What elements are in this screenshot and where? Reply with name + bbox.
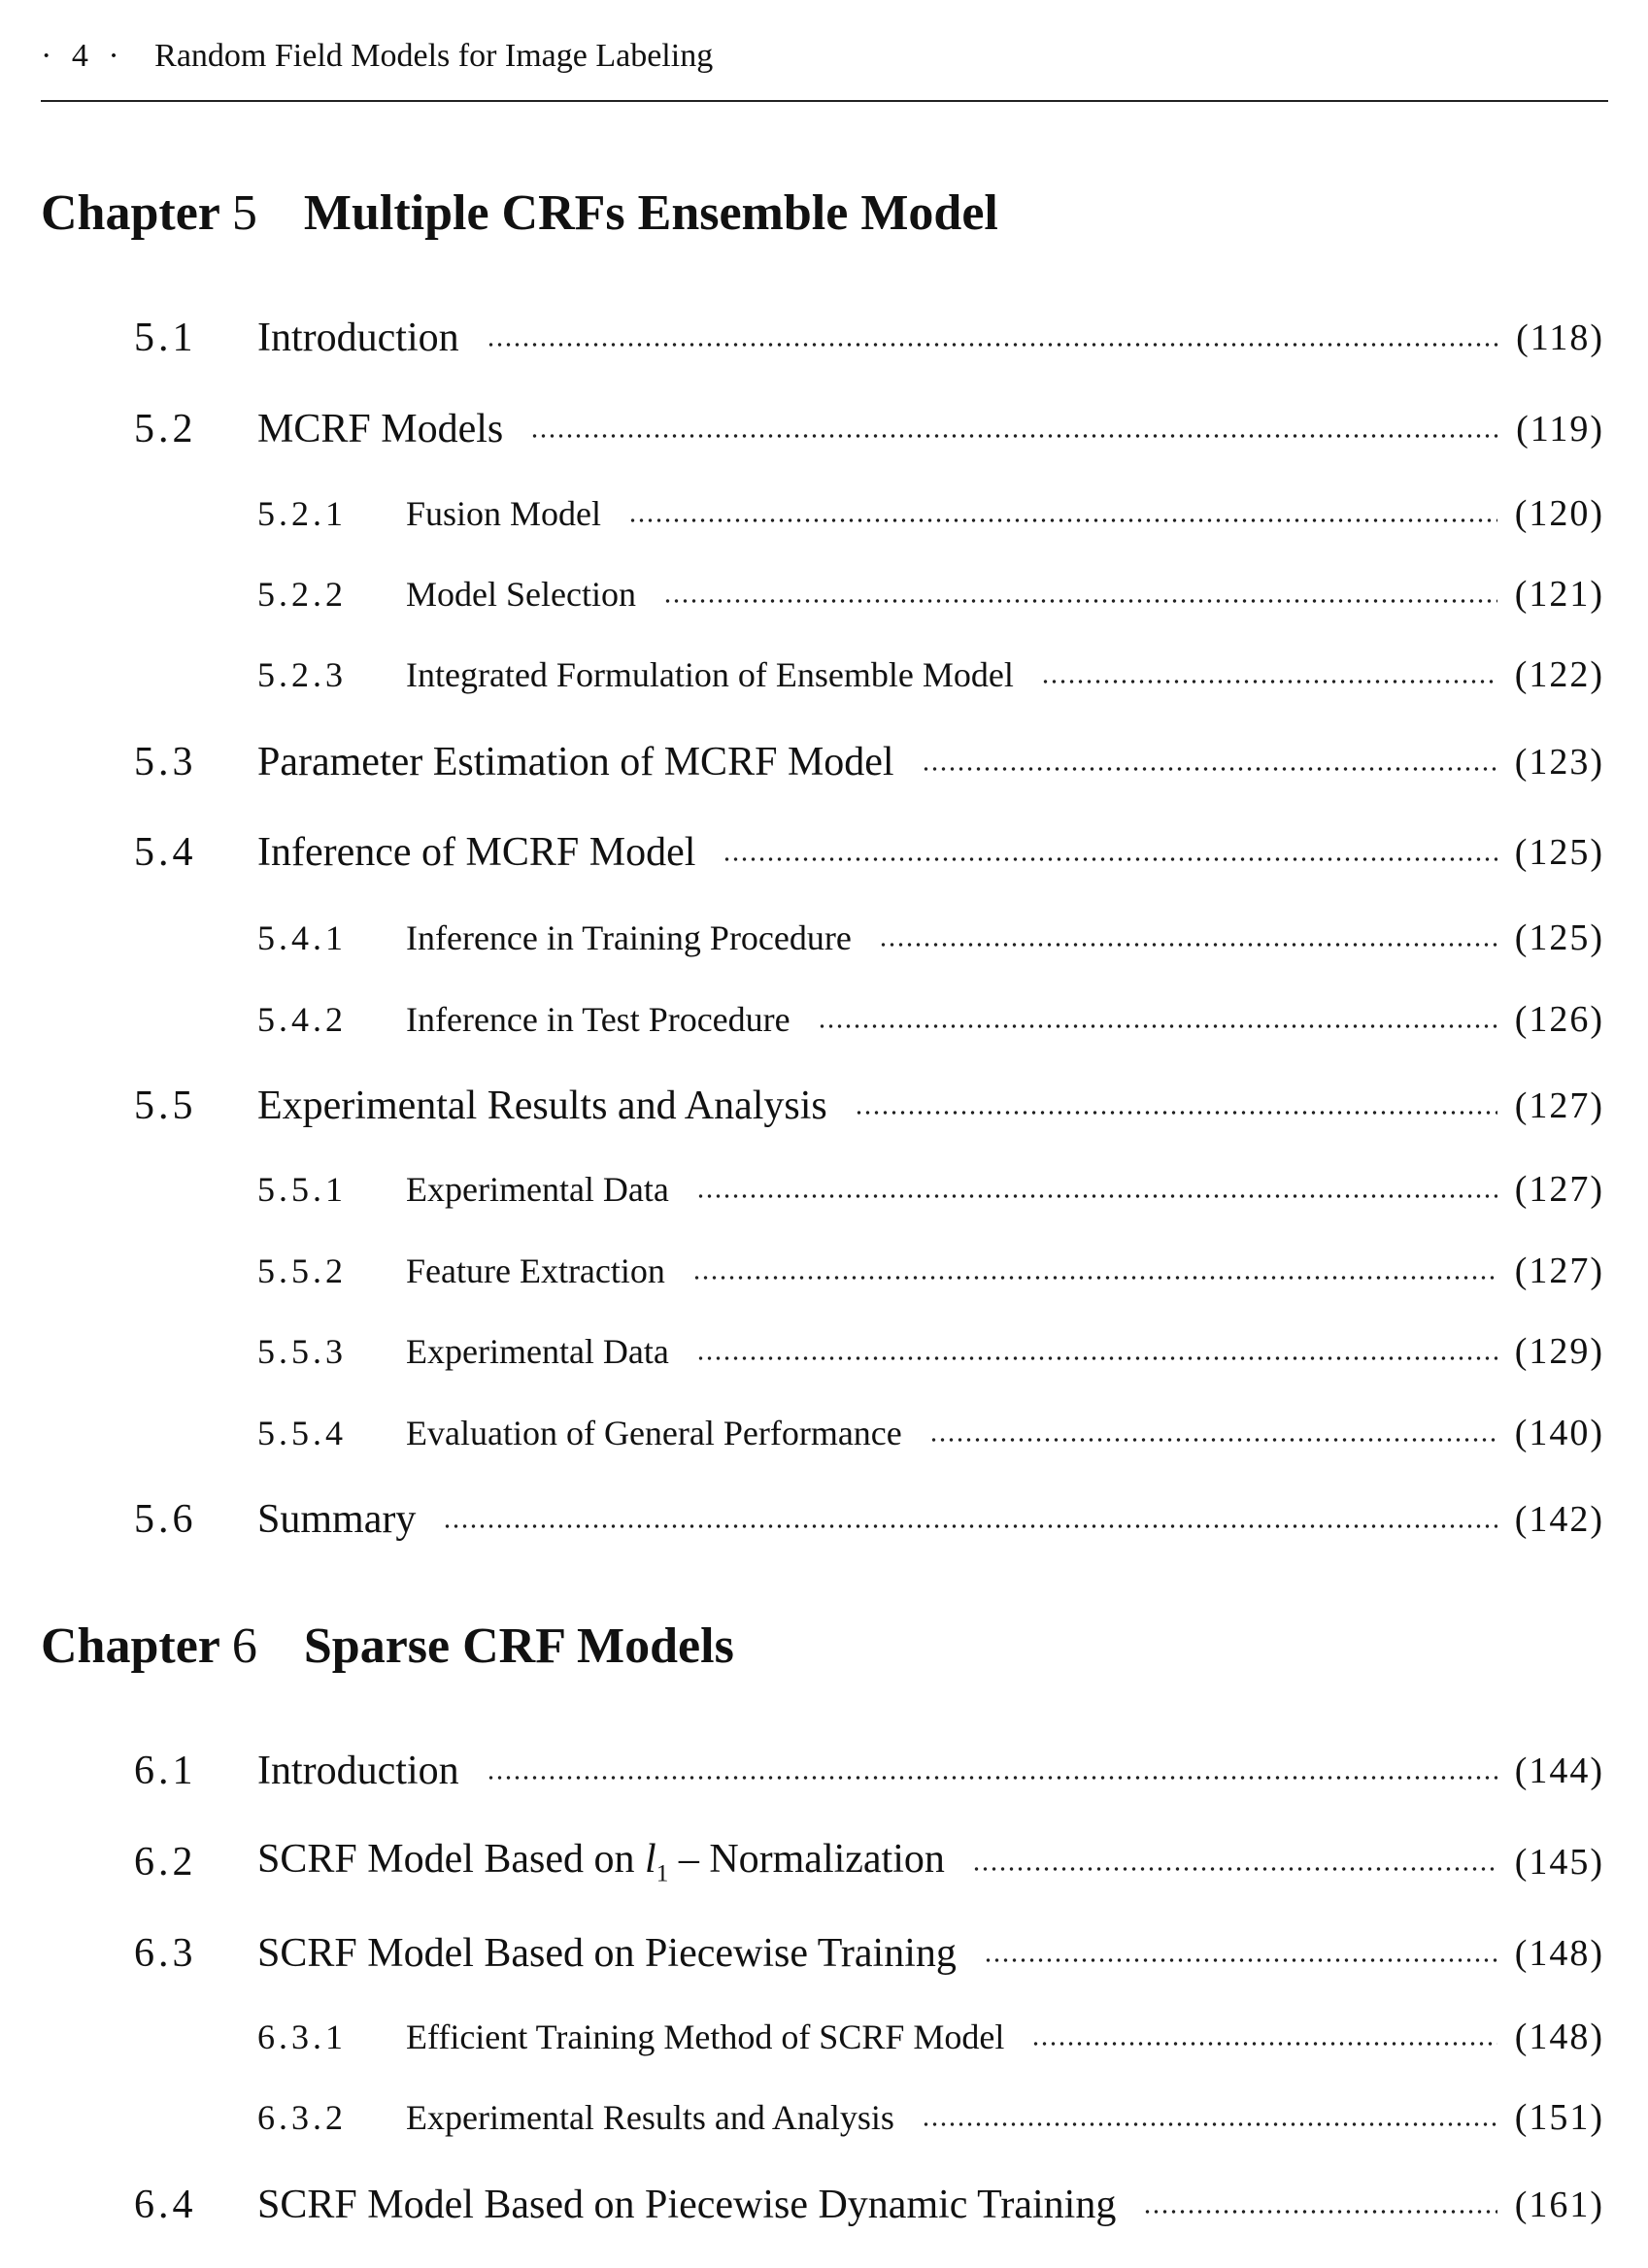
toc-entry[interactable]	[0, 650, 1604, 699]
toc-entry-title: Introduction	[257, 1749, 459, 1793]
toc-entry-page: (122)	[1514, 654, 1604, 695]
dot-leader	[663, 598, 1497, 604]
math-subscript: 1	[656, 1860, 669, 1887]
toc-entry[interactable]	[0, 1082, 1604, 1130]
dot-leader	[879, 942, 1497, 948]
toc-entry[interactable]	[0, 1747, 1604, 1795]
page-number: · 4 ·	[41, 38, 125, 74]
running-header	[41, 37, 713, 76]
toc-entry-page: (119)	[1516, 409, 1604, 450]
toc-entry-number: 5.4.2	[257, 1000, 347, 1039]
dot-leader	[818, 1023, 1497, 1029]
toc-entry[interactable]	[0, 1327, 1604, 1376]
dot-leader	[628, 517, 1497, 523]
dot-leader	[692, 1275, 1497, 1281]
toc-entry[interactable]	[0, 489, 1604, 538]
toc-entry-number: 5.4	[134, 830, 197, 875]
toc-entry-page: (148)	[1514, 1933, 1604, 1974]
toc-entry-number: 5.5.2	[257, 1251, 347, 1290]
toc-entry[interactable]	[0, 1247, 1604, 1295]
toc-entry-number: 5.4.1	[257, 918, 347, 957]
toc-entry[interactable]	[0, 2181, 1604, 2229]
title-part: SCRF Model Based on	[257, 1837, 635, 1883]
dot-leader	[855, 1110, 1497, 1116]
chapter-title: Sparse CRF Models	[303, 1618, 734, 1674]
toc-entry-number: 5.2.3	[257, 655, 347, 694]
toc-entry[interactable]	[0, 828, 1604, 877]
toc-entry-page: (145)	[1514, 1842, 1604, 1883]
toc-entry-title: Experimental Results and Analysis	[257, 1084, 827, 1128]
dot-leader	[1041, 679, 1497, 684]
toc-entry[interactable]	[0, 314, 1604, 362]
chapter-title: Multiple CRFs Ensemble Model	[303, 185, 998, 241]
toc-entry-page: (127)	[1514, 1169, 1604, 1210]
running-title: Random Field Models for Image Labeling	[154, 38, 714, 74]
dot-leader	[984, 1957, 1497, 1963]
chapter-number: 6	[231, 1618, 257, 1674]
toc-entry[interactable]	[0, 914, 1604, 962]
toc-entry-page: (144)	[1514, 1751, 1604, 1791]
toc-entry-title: Experimental Data	[406, 1170, 669, 1209]
chapter-5-heading	[41, 184, 998, 243]
toc-entry-number: 6.4	[134, 2183, 197, 2227]
dot-leader	[972, 1866, 1497, 1872]
toc-entry-page: (120)	[1514, 493, 1604, 534]
dot-leader	[1031, 2041, 1497, 2047]
toc-entry[interactable]	[0, 1838, 1604, 1886]
toc-entry-number: 5.2	[134, 407, 197, 451]
dot-leader	[487, 342, 1498, 348]
toc-entry-number: 5.5	[134, 1084, 197, 1128]
toc-entry[interactable]	[0, 2013, 1604, 2061]
toc-entry-number: 5.5.1	[257, 1170, 347, 1209]
toc-entry-title: Feature Extraction	[406, 1251, 665, 1290]
toc-entry-title: Experimental Data	[406, 1332, 669, 1371]
toc-entry-page: (129)	[1514, 1331, 1604, 1372]
toc-entry-page: (126)	[1514, 999, 1604, 1040]
toc-entry-title: SCRF Model Based on Piecewise Dynamic Training	[257, 2183, 1117, 2227]
chapter-number: 5	[231, 185, 257, 241]
toc-entry-number: 6.2	[134, 1840, 197, 1884]
toc-entry[interactable]	[0, 995, 1604, 1044]
toc-entry-number: 6.1	[134, 1749, 197, 1793]
toc-entry-title: Experimental Results and Analysis	[406, 2098, 894, 2137]
toc-entry-number: 5.2.1	[257, 494, 347, 533]
chapter-word: Chapter	[41, 185, 220, 241]
toc-entry-title: Fusion Model	[406, 494, 602, 533]
toc-entry-page: (118)	[1516, 317, 1604, 358]
toc-entry-title: Efficient Training Method of SCRF Model	[406, 2018, 1005, 2056]
toc-entry-page: (127)	[1514, 1085, 1604, 1126]
dot-leader	[530, 433, 1498, 439]
dot-leader	[443, 1523, 1497, 1529]
toc-entry-page: (142)	[1514, 1499, 1604, 1540]
dot-leader	[922, 2121, 1497, 2127]
toc-entry-page: (148)	[1514, 2017, 1604, 2057]
dot-leader	[696, 1355, 1497, 1361]
toc-entry[interactable]	[0, 2093, 1604, 2142]
toc-entry-title: Parameter Estimation of MCRF Model	[257, 740, 894, 784]
toc-entry[interactable]	[0, 570, 1604, 618]
toc-entry-title: SCRF Model Based on Piecewise Training	[257, 1931, 957, 1976]
toc-entry[interactable]	[0, 1495, 1604, 1544]
toc-entry-page: (125)	[1514, 917, 1604, 958]
title-part: – Normalization	[678, 1837, 945, 1883]
toc-entry-page: (127)	[1514, 1251, 1604, 1291]
chapter-word: Chapter	[41, 1618, 220, 1674]
toc-entry[interactable]	[0, 1929, 1604, 1978]
dot-leader	[922, 766, 1497, 772]
dot-leader	[487, 1775, 1497, 1781]
toc-entry-title: Evaluation of General Performance	[406, 1414, 902, 1452]
toc-entry-title: Inference of MCRF Model	[257, 830, 696, 875]
toc-entry-page: (121)	[1514, 574, 1604, 615]
dot-leader	[929, 1437, 1497, 1443]
toc-entry-number: 5.2.2	[257, 575, 347, 614]
toc-entry-title: Integrated Formulation of Ensemble Model	[406, 655, 1014, 694]
toc-entry[interactable]	[0, 1165, 1604, 1214]
toc-entry-page: (161)	[1514, 2185, 1604, 2225]
dot-leader	[696, 1193, 1497, 1199]
toc-entry-number: 5.3	[134, 740, 197, 784]
toc-entry-number: 5.5.4	[257, 1414, 347, 1452]
toc-entry[interactable]	[0, 405, 1604, 453]
toc-entry-title: Introduction	[257, 316, 459, 360]
toc-entry-title: Inference in Test Procedure	[406, 1000, 790, 1039]
toc-entry-title: Model Selection	[406, 575, 636, 614]
math-variable: l	[645, 1837, 656, 1883]
toc-entry-number: 5.6	[134, 1497, 197, 1542]
toc-entry-title: MCRF Models	[257, 407, 504, 451]
dot-leader	[723, 856, 1497, 862]
toc-entry-number: 5.1	[134, 316, 197, 360]
toc-entry-title: Inference in Training Procedure	[406, 918, 852, 957]
dot-leader	[1143, 2209, 1497, 2215]
toc-entry-number: 6.3	[134, 1931, 197, 1976]
toc-entry-number: 6.3.1	[257, 2018, 347, 2056]
toc-entry-page: (125)	[1514, 832, 1604, 873]
toc-entry-title	[257, 1836, 945, 1887]
toc-entry-title: Summary	[257, 1497, 417, 1542]
toc-entry-page: (151)	[1514, 2097, 1604, 2138]
toc-entry[interactable]	[0, 738, 1604, 786]
header-rule	[41, 100, 1608, 102]
chapter-6-heading	[41, 1618, 734, 1676]
toc-entry-number: 5.5.3	[257, 1332, 347, 1371]
toc-entry-number: 6.3.2	[257, 2098, 347, 2137]
toc-entry-page: (123)	[1514, 742, 1604, 783]
toc-entry[interactable]	[0, 1409, 1604, 1457]
toc-entry-page: (140)	[1514, 1413, 1604, 1453]
